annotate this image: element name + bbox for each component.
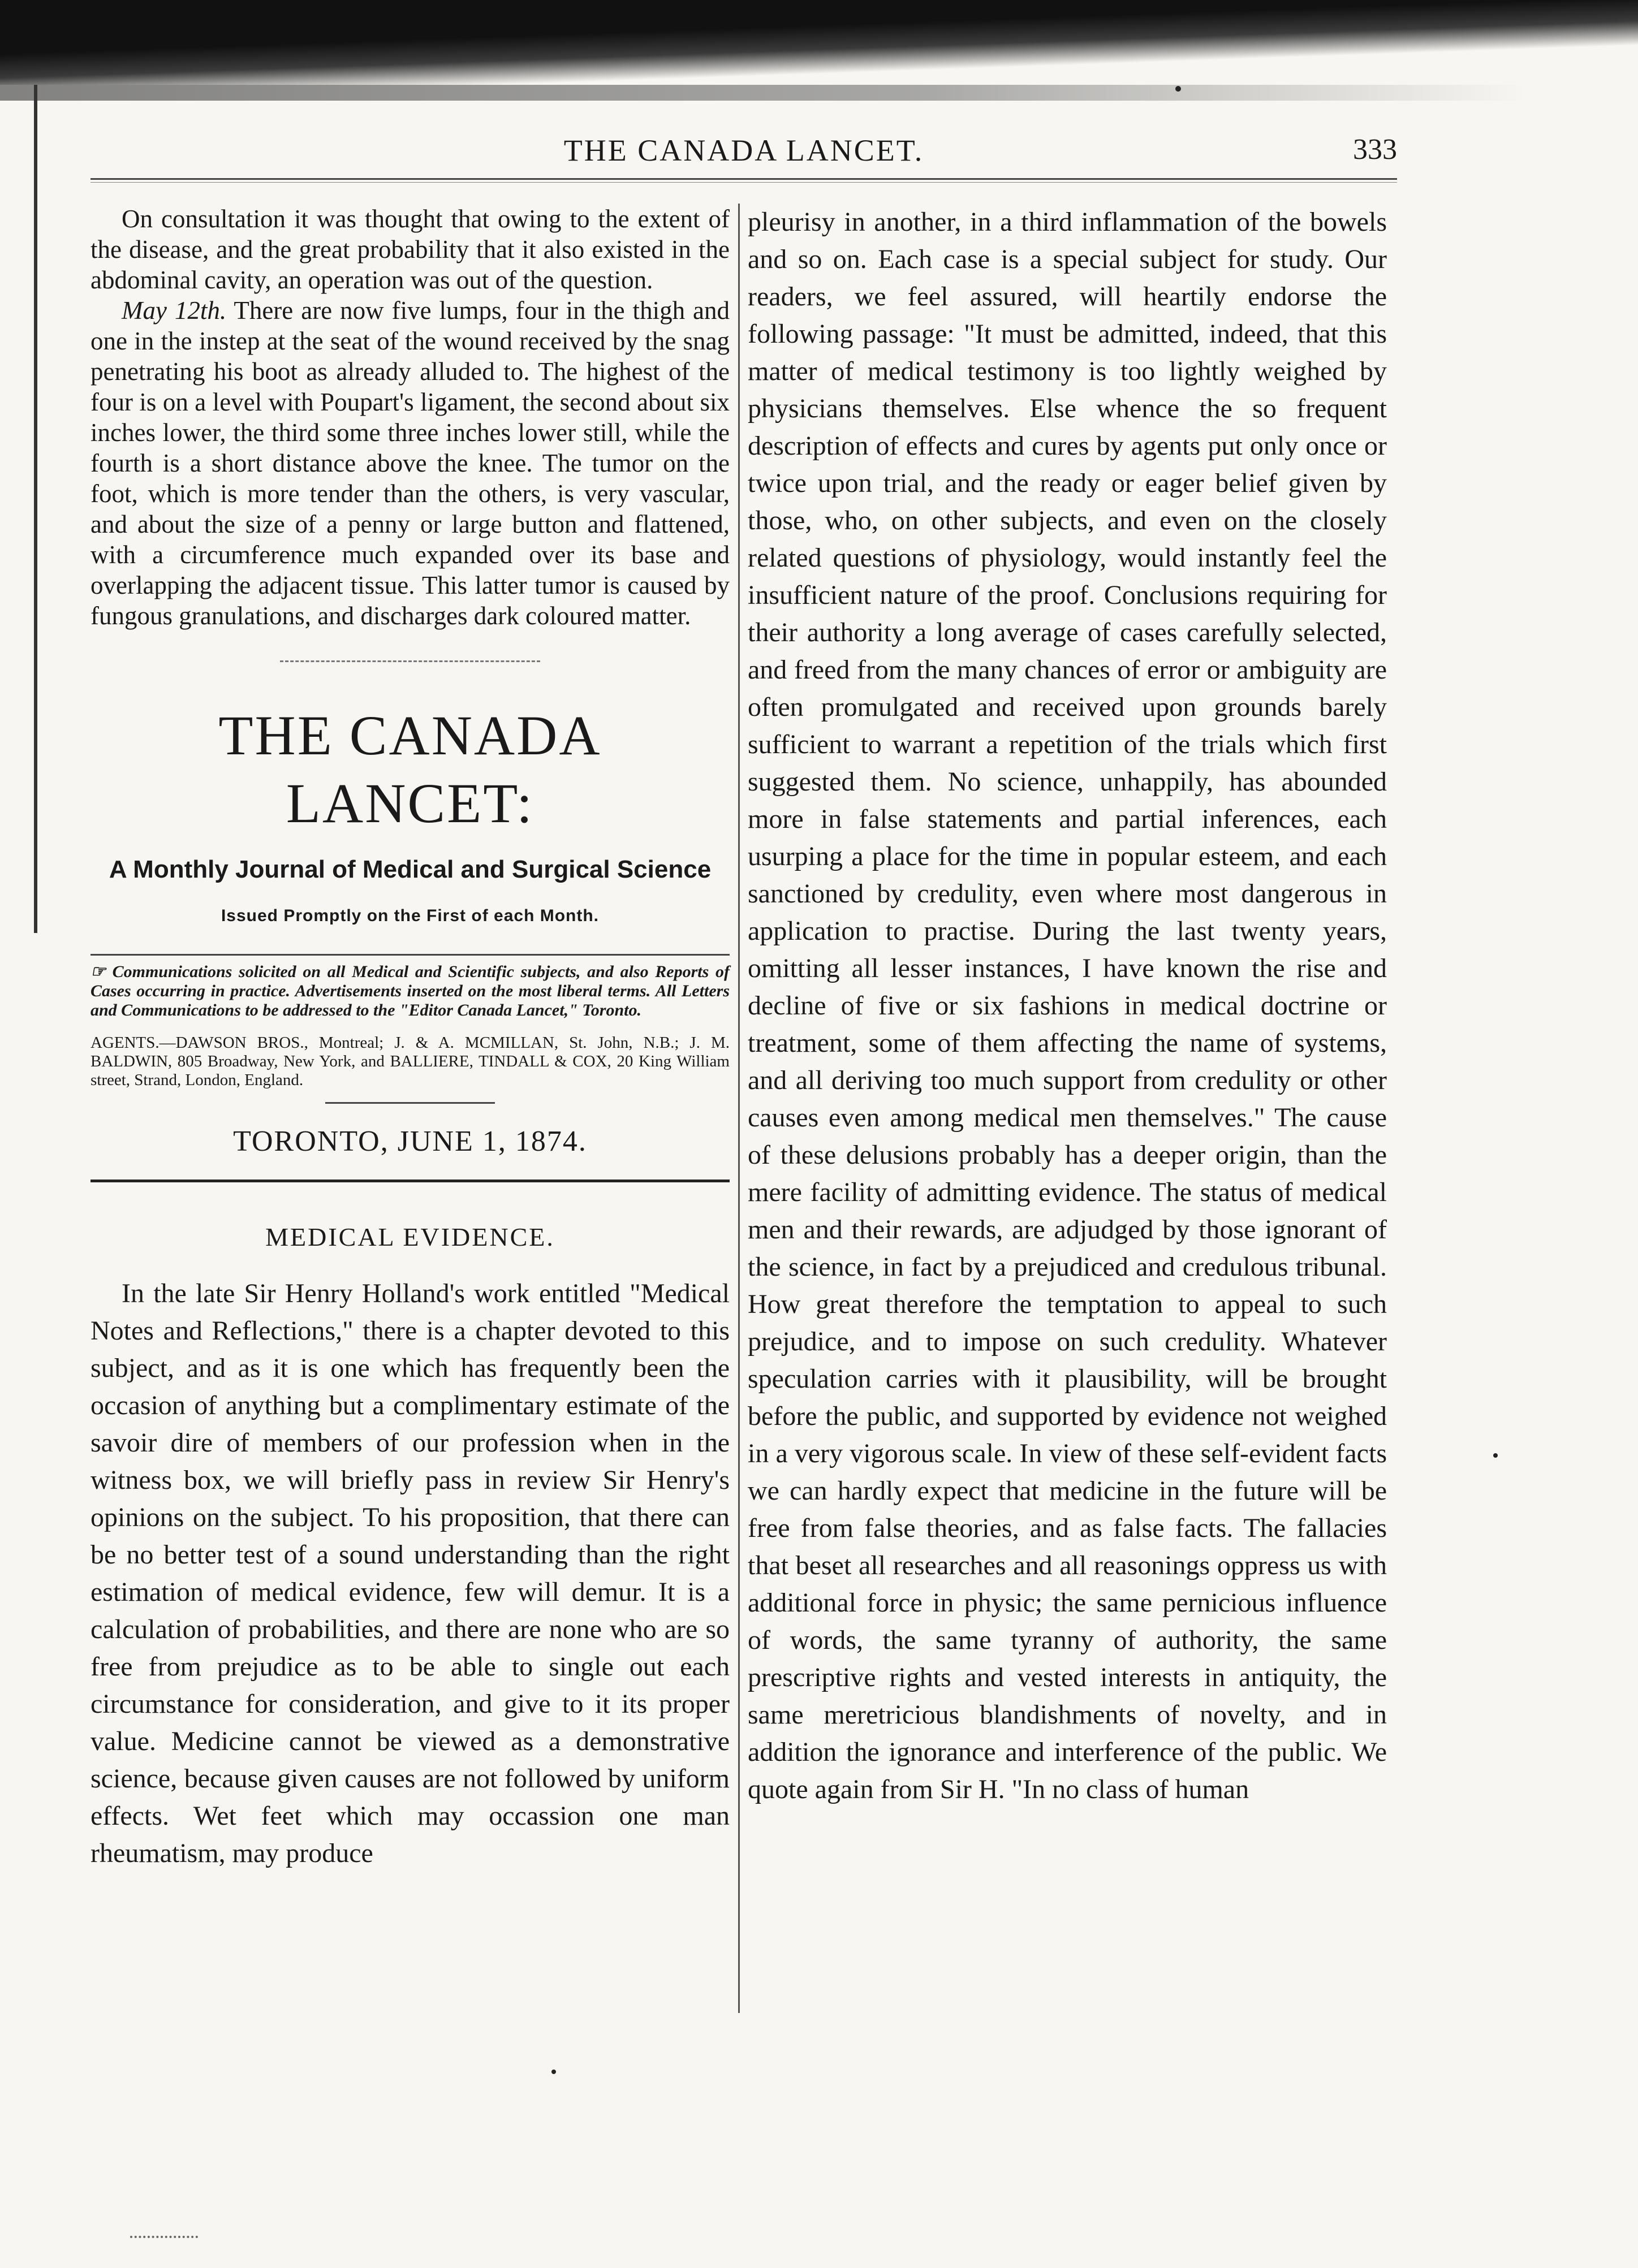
masthead-subtitle: A Monthly Journal of Medical and Surgical Science [109,856,712,883]
dateline: TORONTO, JUNE 1, 1874. [233,1125,587,1157]
rule [325,1102,495,1104]
header-rule [90,178,1397,183]
page-number: 333 [1353,133,1397,166]
scan-edge-left [34,85,37,933]
case-paragraph-text: There are now five lumps, four in the thigh and one in the instep at the seat of the wound received by the snag penetrating his boot as already alluded to. The highest of the four is on a level with Poupart's ligament, the second about six inches lower, the third some three inches lower still, while the fourth is a short distance above the knee. The tumor on the foot, which is more tender than the others, is very vascular, and about the size of a penny or large button and flattened, with a circumference much expanded over its base and overlapping the adjacent tissue. This latter tumor is caused by fungous granulations, and discharges dark coloured matter. [90,296,730,630]
masthead-issue: Issued Promptly on the First of each Month. [221,906,600,925]
ink-speck [1175,86,1181,92]
scan-smudge [130,2228,198,2238]
scan-edge-top [0,0,1638,85]
agents: AGENTS.—DAWSON BROS., Montreal; J. & A. MCMILLAN, St. John, N.B.; J. M. BALDWIN, 805 Broadway, New York, and BALLIERE, TINDALL & COX, 20 King William street, Strand, London, England. [90,1034,730,1089]
column-divider [738,204,740,2013]
right-column [748,204,1387,1808]
section-title: MEDICAL EVIDENCE. [265,1222,555,1251]
article-paragraph: pleurisy in another, in a third inflammation of the bowels and so on. Each case is a special subject for study. Our readers, we feel assured, will heartily endorse the following passage: "It must be admitted, indeed, that this matter of medical testimony is too lightly weighed by physicians themselves. Else whence the so frequent description of effects and cures by agents put only once or twice upon trial, and the ready or eager belief given by those, who, on other subjects, and even on the closely related questions of physiology, would instantly feel the insufficient nature of the proof. Conclusions requiring for their authority a long average of cases carefully selected, and freed from the many chances of error or ambiguity are often promulgated and received upon grounds barely sufficient to warrant a repetition of the trials which first suggested them. No science, unhappily, has abounded more in false statements and partial inferences, each usurping a place for the time in popular esteem, and each sanctioned by credulity, even where most dangerous in application to practise. During the last twenty years, omitting all lesser instances, I have known the rise and decline of five or six fashions in medical doctrine or treatment, some of them affecting the name of systems, and all deriving too much support from credulity or other causes even among medical men themselves." The cause of these delusions probably has a deeper origin, than the mere facility of admitting evidence. The status of medical men and their rewards, are adjudged by those ignorant of the science, in fact by a prejudiced and credulous tribunal. How great therefore the temptation to appeal to such prejudice, and to impose on such credulity. Whatever speculation carries with it plausibility, will be brought before the public, and supported by evidence not weighed in a very vigorous scale. In view of these self-evident facts we can hardly expect that medicine in the future will be free from false theories, and as false facts. The fallacies that beset all researches and all reasonings oppress us with additional force in physic; the same pernicious influence of words, the same tyranny of authority, the same prescriptive rights and vested interests in antiquity, the same meretricious blandishments of novelty, and in addition the ignorance and interference of the public. We quote again from Sir H. "In no class of human [748,207,1387,1804]
ink-speck [1493,1453,1498,1458]
scan-edge-shadow [0,85,1527,101]
case-paragraph [90,295,730,631]
case-paragraph: On consultation it was thought that owing to the extent of the disease, and the great probability that it also existed in the abdominal cavity, an operation was out of the question. [90,205,730,294]
running-head: THE CANADA LANCET. [563,133,924,167]
article-paragraph: In the late Sir Henry Holland's work entitled "Medical Notes and Reflections," there is a chapter devoted to this subject, and as it is one which has frequently been the occasion of anything but a complimentary estimate of the savoir dire of members of our profession when in the witness box, we will briefly pass in review Sir Henry's opinions on the subject. To his proposition, that there can be no better test of a sound understanding than the right estimation of medical evidence, few will demur. It is a calculation of probabilities, and there are none who are so free from prejudice as to be able to single out each circumstance for consideration, and give to it its proper value. Medicine cannot be viewed as a demonstrative science, because given causes are not followed by uniform effects. Wet feet which may occassion one man rheumatism, may produce [90,1278,730,1868]
rule [90,954,730,956]
rule [90,1180,730,1182]
ink-speck [551,2070,556,2074]
masthead-title: THE CANADA LANCET: [218,704,602,835]
case-date: May 12th. [122,296,227,325]
notice: ☞ Communications solicited on all Medical and Scientific subjects, and also Reports of Cases occurring in practice. Advertisements inserted on the most liberal terms. All Letters and Communications to be addressed to the "Editor Canada Lancet," Toronto. [90,962,730,1019]
ornamental-rule [280,653,540,662]
left-column [90,204,730,1872]
page-header [90,133,1397,172]
